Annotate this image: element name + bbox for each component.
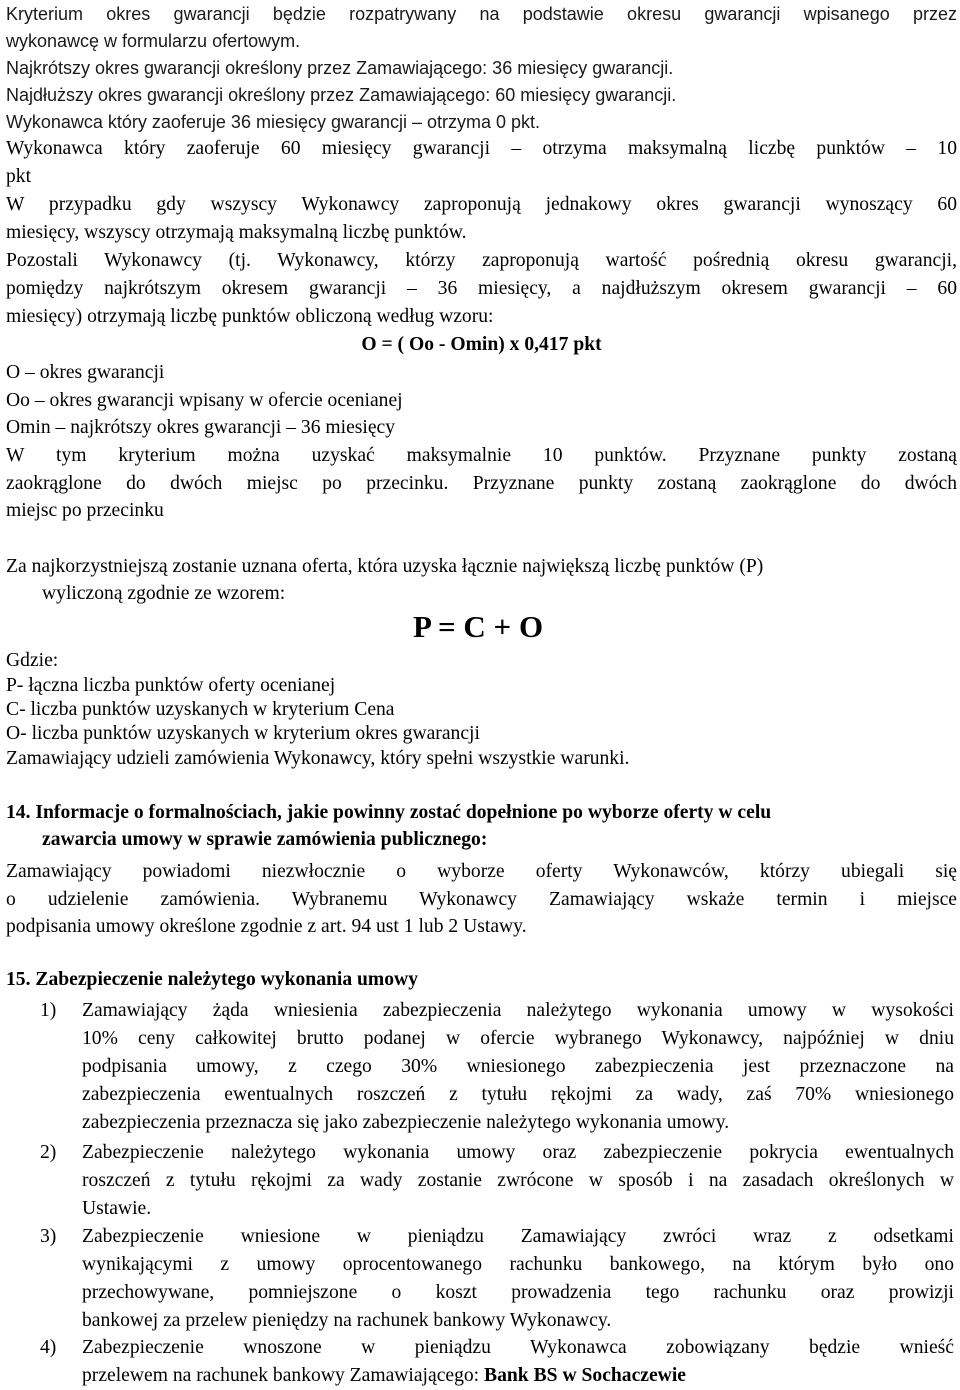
list-line	[82, 1363, 954, 1389]
list-line: Ustawie.	[82, 1198, 152, 1219]
paragraph-line: miesięcy) otrzymają liczbę punktów obliczoną według wzoru:	[6, 306, 494, 327]
paragraph-line: podpisania umowy określone zgodnie z art. 94 ust 1 lub 2 Ustawy.	[6, 916, 527, 937]
paragraph-line: Najdłuższy okres gwarancji określony przez Zamawiającego: 60 miesięcy gwarancji.	[6, 85, 677, 105]
paragraph-line: Kryterium okres gwarancji będzie rozpatrywany na podstawie okresu gwarancji wpisanego przez	[6, 4, 957, 24]
list-line: bankowej za przelew pieniędzy na rachunek bankowy Wykonawcy.	[82, 1310, 612, 1331]
definition-line: O- liczba punktów uzyskanych w kryterium okres gwarancji	[6, 723, 480, 744]
list-line: zabezpieczenia ewentualnych roszczeń z tytułu rękojmi za wady, zaś 70% wniesionego	[82, 1084, 954, 1105]
formula-definition: Omin – najkrótszy okres gwarancji – 36 miesięcy	[6, 417, 396, 438]
list-line-text: przelewem na rachunek bankowy Zamawiającego:	[82, 1365, 485, 1386]
paragraph-line: miesięcy, wszyscy otrzymają maksymalną liczbę punktów.	[6, 222, 467, 243]
total-formula: P = C + O	[413, 609, 544, 644]
paragraph-line: pkt	[6, 166, 32, 187]
where-label: Gdzie:	[6, 650, 59, 671]
paragraph-line: Zamawiający udzieli zamówienia Wykonawcy, który spełni wszystkie warunki.	[6, 748, 630, 769]
section-heading: 14. Informacje o formalnościach, jakie powinny zostać dopełnione po wyborze oferty w celu	[6, 802, 772, 823]
list-number: 4)	[40, 1337, 57, 1358]
formula-definition: Oo – okres gwarancji wpisany w ofercie ocenianej	[6, 390, 403, 411]
paragraph-line: miejsc po przecinku	[6, 500, 164, 521]
definition-line: P- łączna liczba punktów oferty ocenianej	[6, 675, 336, 696]
paragraph-line: o udzielenie zamówienia. Wybranemu Wykonawcy Zamawiający wskaże termin i miejsce	[6, 889, 957, 910]
list-number: 3)	[40, 1226, 57, 1247]
paragraph-line: Wykonawca który zaoferuje 60 miesięcy gwarancji – otrzyma maksymalną liczbę punktów – 10	[6, 138, 957, 159]
list-line: Zabezpieczenie wnoszone w pieniądzu Wykonawca zobowiązany będzie wnieść	[82, 1337, 954, 1358]
paragraph-line: pomiędzy najkrótszym okresem gwarancji – 36 miesięcy, a najdłuższym okresem gwarancji – 60	[6, 278, 957, 299]
section-heading: 15. Zabezpieczenie należytego wykonania umowy	[6, 969, 418, 990]
paragraph-line: Najkrótszy okres gwarancji określony przez Zamawiającego: 36 miesięcy gwarancji.	[6, 58, 674, 78]
paragraph-line: Zamawiający powiadomi niezwłocznie o wyborze oferty Wykonawców, którzy ubiegali się	[6, 861, 957, 882]
paragraph-line: Wykonawca który zaoferuje 36 miesięcy gwarancji – otrzyma 0 pkt.	[6, 112, 541, 132]
list-line: Zabezpieczenie należytego wykonania umowy oraz zabezpieczenie pokrycia ewentualnych	[82, 1142, 954, 1163]
guarantee-formula: O = ( Oo - Omin) x 0,417 pkt	[361, 334, 602, 355]
section-heading: zawarcia umowy w sprawie zamówienia publicznego:	[42, 829, 488, 850]
list-line: roszczeń z tytułu rękojmi za wady zostanie zwrócone w sposób i na zasadach określonych w	[82, 1170, 954, 1191]
paragraph-line: W przypadku gdy wszyscy Wykonawcy zaproponują jednakowy okres gwarancji wynoszący 60	[6, 194, 957, 215]
formula-definition: O – okres gwarancji	[6, 362, 165, 383]
list-line: Zabezpieczenie wniesione w pieniądzu Zamawiający zwróci wraz z odsetkami	[82, 1226, 954, 1247]
list-number: 2)	[40, 1142, 57, 1163]
list-line: wynikającymi z umowy oprocentowanego rachunku bankowego, na którym było ono	[82, 1254, 954, 1275]
list-line: Zamawiający żąda wniesienia zabezpieczenia należytego wykonania umowy w wysokości	[82, 1000, 954, 1021]
paragraph-line: wyliczoną zgodnie ze wzorem:	[42, 583, 286, 604]
paragraph-line: W tym kryterium można uzyskać maksymalnie 10 punktów. Przyznane punkty zostaną	[6, 445, 957, 466]
list-line: 10% ceny całkowitej brutto podanej w ofercie wybranego Wykonawcy, najpóźniej w dniu	[82, 1028, 954, 1049]
paragraph-line: zaokrąglone do dwóch miejsc po przecinku. Przyznane punkty zostaną zaokrąglone do dwóch	[6, 473, 957, 494]
paragraph-line: wykonawcę w formularzu ofertowym.	[6, 31, 301, 51]
list-line: przechowywane, pomniejszone o koszt prowadzenia tego rachunku oraz prowizji	[82, 1282, 954, 1303]
paragraph-line: Za najkorzystniejszą zostanie uznana oferta, która uzyska łącznie największą liczbę punktów (P)	[6, 556, 764, 577]
list-number: 1)	[40, 1000, 57, 1021]
paragraph-line: Pozostali Wykonawcy (tj. Wykonawcy, którzy zaproponują wartość pośrednią okresu gwarancji,	[6, 250, 957, 271]
bank-name: Bank BS w Sochaczewie	[484, 1365, 686, 1386]
list-line: podpisania umowy, z czego 30% wniesionego zabezpieczenia jest przeznaczone na	[82, 1056, 954, 1077]
definition-line: C- liczba punktów uzyskanych w kryterium Cena	[6, 699, 395, 720]
list-line: zabezpieczenia przeznacza się jako zabezpieczenie należytego wykonania umowy.	[82, 1112, 730, 1133]
